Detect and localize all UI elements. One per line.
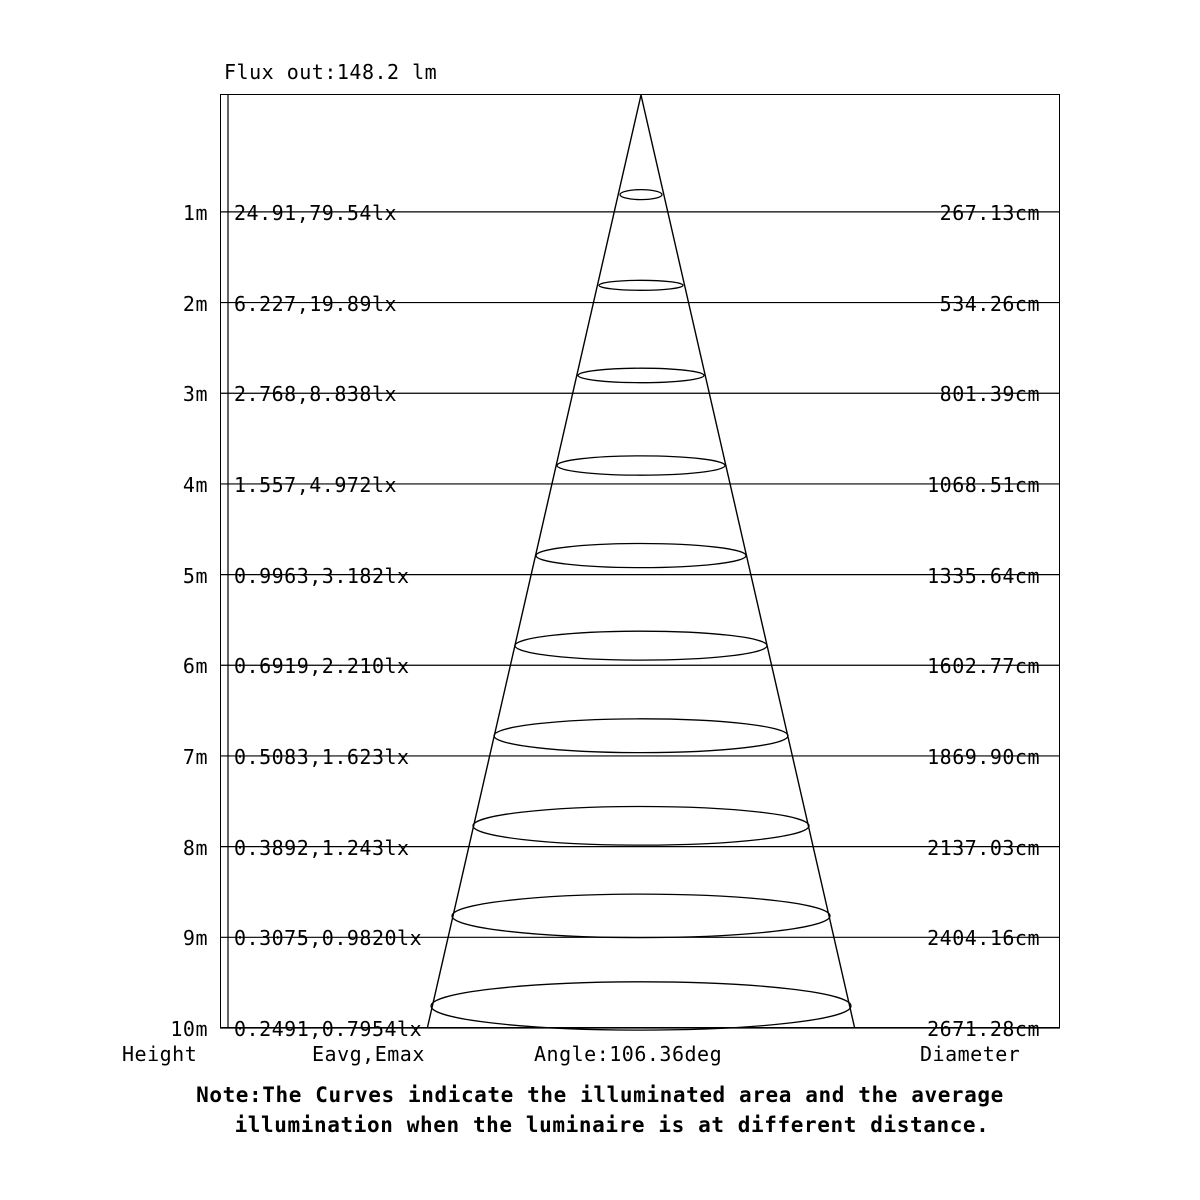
row-eavg-emax-label: 2.768,8.838lx [234,382,398,407]
row-diameter-label: 1869.90cm [927,744,1040,769]
axis-caption-height: Height [122,1042,198,1066]
row-height-label: 6m [182,654,208,679]
row-height-label: 2m [182,291,208,316]
row-diameter-label: 2404.16cm [927,926,1040,951]
row-height-label: 3m [182,382,208,407]
plot-frame [220,94,1060,1028]
row-diameter-label: 801.39cm [939,382,1040,407]
note-line-1: Note:The Curves indicate the illuminated area and the average [196,1083,1004,1107]
row-height-label: 10m [170,1017,208,1041]
row-height-label: 9m [182,926,208,951]
row-eavg-emax-label: 6.227,19.89lx [234,291,398,316]
row-eavg-emax-label: 24.91,79.54lx [234,200,398,225]
flux-out-label: Flux out:148.2 lm [224,60,438,84]
row-diameter-label: 267.13cm [939,200,1040,225]
row-eavg-emax-label: 0.9963,3.182lx [234,563,410,588]
row-eavg-emax-label: 0.3075,0.9820lx [234,926,423,951]
axis-caption-eavg-emax: Eavg,Emax [312,1042,425,1066]
row-height-label: 1m [182,200,208,225]
row-diameter-label: 1335.64cm [927,563,1040,588]
axis-caption-angle: Angle:106.36deg [534,1042,723,1066]
row-eavg-emax-label: 0.3892,1.243lx [234,835,410,860]
row-diameter-label: 1068.51cm [927,472,1040,497]
row-height-label: 4m [182,472,208,497]
note-line-2: illumination when the luminaire is at different distance. [234,1113,990,1138]
row-height-label: 8m [182,835,208,860]
note-text [0,1080,1200,1141]
row-height-label: 5m [182,563,208,588]
row-eavg-emax-label: 0.5083,1.623lx [234,744,410,769]
row-eavg-emax-label: 1.557,4.972lx [234,472,398,497]
row-diameter-label: 2671.28cm [927,1017,1040,1041]
row-eavg-emax-label: 0.2491,0.7954lx [234,1017,423,1041]
axis-caption-diameter: Diameter [920,1042,1021,1066]
row-eavg-emax-label: 0.6919,2.210lx [234,654,410,679]
row-height-label: 7m [182,744,208,769]
row-diameter-label: 534.26cm [939,291,1040,316]
row-diameter-label: 1602.77cm [927,654,1040,679]
row-diameter-label: 2137.03cm [927,835,1040,860]
